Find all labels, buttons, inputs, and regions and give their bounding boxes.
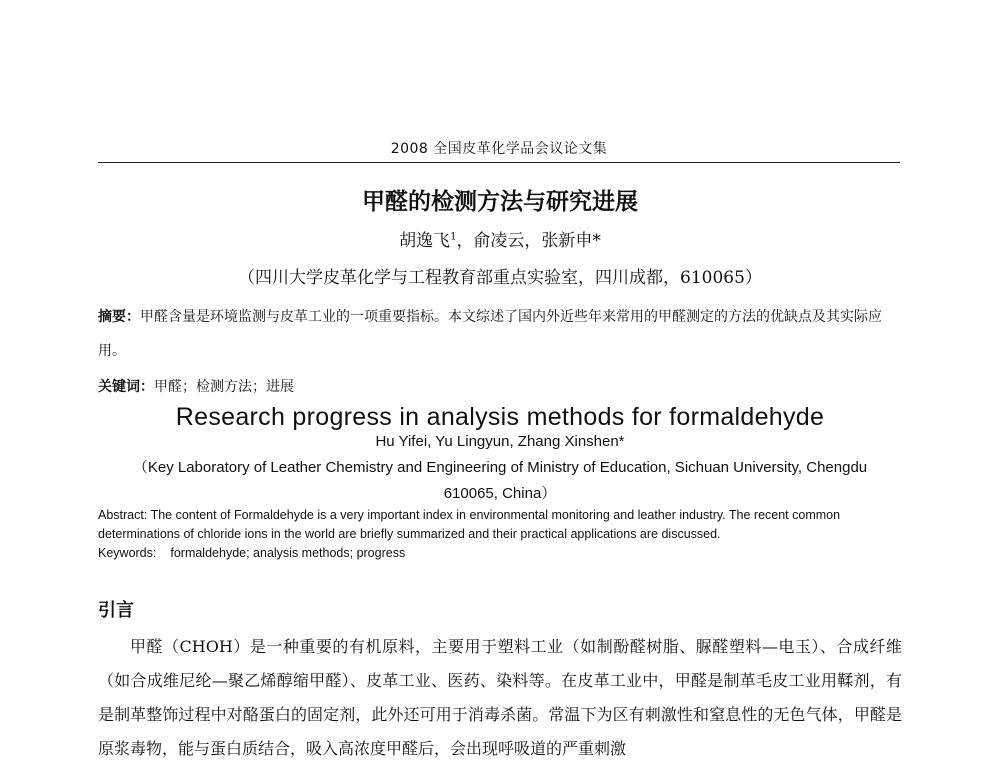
section-heading-intro: 引言 (98, 600, 134, 621)
header-rule (98, 162, 900, 163)
running-header: 2008 全国皮革化学品会议论文集 (390, 141, 608, 157)
paper-title-zh: 甲醛的检测方法与研究进展 (362, 189, 638, 215)
author-first-affil-mark: 1 (450, 231, 457, 243)
abstract-en-label: Abstract: (98, 508, 148, 522)
authors-rest: ，俞凌云，张新申* (456, 231, 601, 251)
abstract-zh (98, 300, 902, 368)
keywords-zh (98, 376, 902, 396)
abstract-zh-label: 摘要： (98, 309, 140, 325)
intro-paragraph: 甲醛（CHOH）是一种重要的有机原料，主要用于塑料工业（如制酚醛树脂、脲醛塑料—电玉）、合成纤维（如合成维尼纶—聚乙烯醇缩甲醛）、皮革工业、医药、染料等。在皮革工业中，甲醛是制革毛皮工业用鞣剂，有是制革整饰过程中对酪蛋白的固定剂，此外还可用于消毒杀菌。常温下为区有刺激性和窒息性的无色气体，甲醛是原浆毒物，能与蛋白质结合，吸入高浓度甲醛后，会出现呼吸道的严重刺激 (98, 637, 902, 758)
keywords-en (98, 546, 902, 560)
authors-zh (0, 226, 1000, 251)
abstract-en-text: The content of Formaldehyde is a very important index in environmental monitoring and leather industry. The recent common determinations of chloride ions in the world are briefly summarized and their practical applications are discussed. (98, 508, 841, 541)
keywords-en-text: formaldehyde; analysis methods; progress (170, 546, 406, 560)
affiliation-zh: （四川大学皮革化学与工程教育部重点实验室，四川成都，610065） (238, 268, 762, 288)
keywords-en-label: Keywords: (98, 546, 157, 560)
keywords-zh-text: 甲醛；检测方法；进展 (154, 379, 294, 395)
abstract-en (98, 506, 902, 544)
authors-en: Hu Yifei, Yu Lingyun, Zhang Xinshen* (375, 433, 625, 450)
keywords-zh-label: 关键词： (98, 379, 154, 395)
paper-title-en: Research progress in analysis methods for formaldehyde (175, 403, 825, 431)
author-first: 胡逸飞 (399, 231, 451, 251)
affiliation-en: （Key Laboratory of Leather Chemistry and Engineering of Ministry of Education, Sichuan University, Chengdu 610065, China） (132, 459, 868, 502)
abstract-zh-text: 甲醛含量是环境监测与皮革工业的一项重要指标。本文综述了国内外近些年来常用的甲醛测定的方法的优缺点及其实际应用。 (98, 309, 882, 359)
